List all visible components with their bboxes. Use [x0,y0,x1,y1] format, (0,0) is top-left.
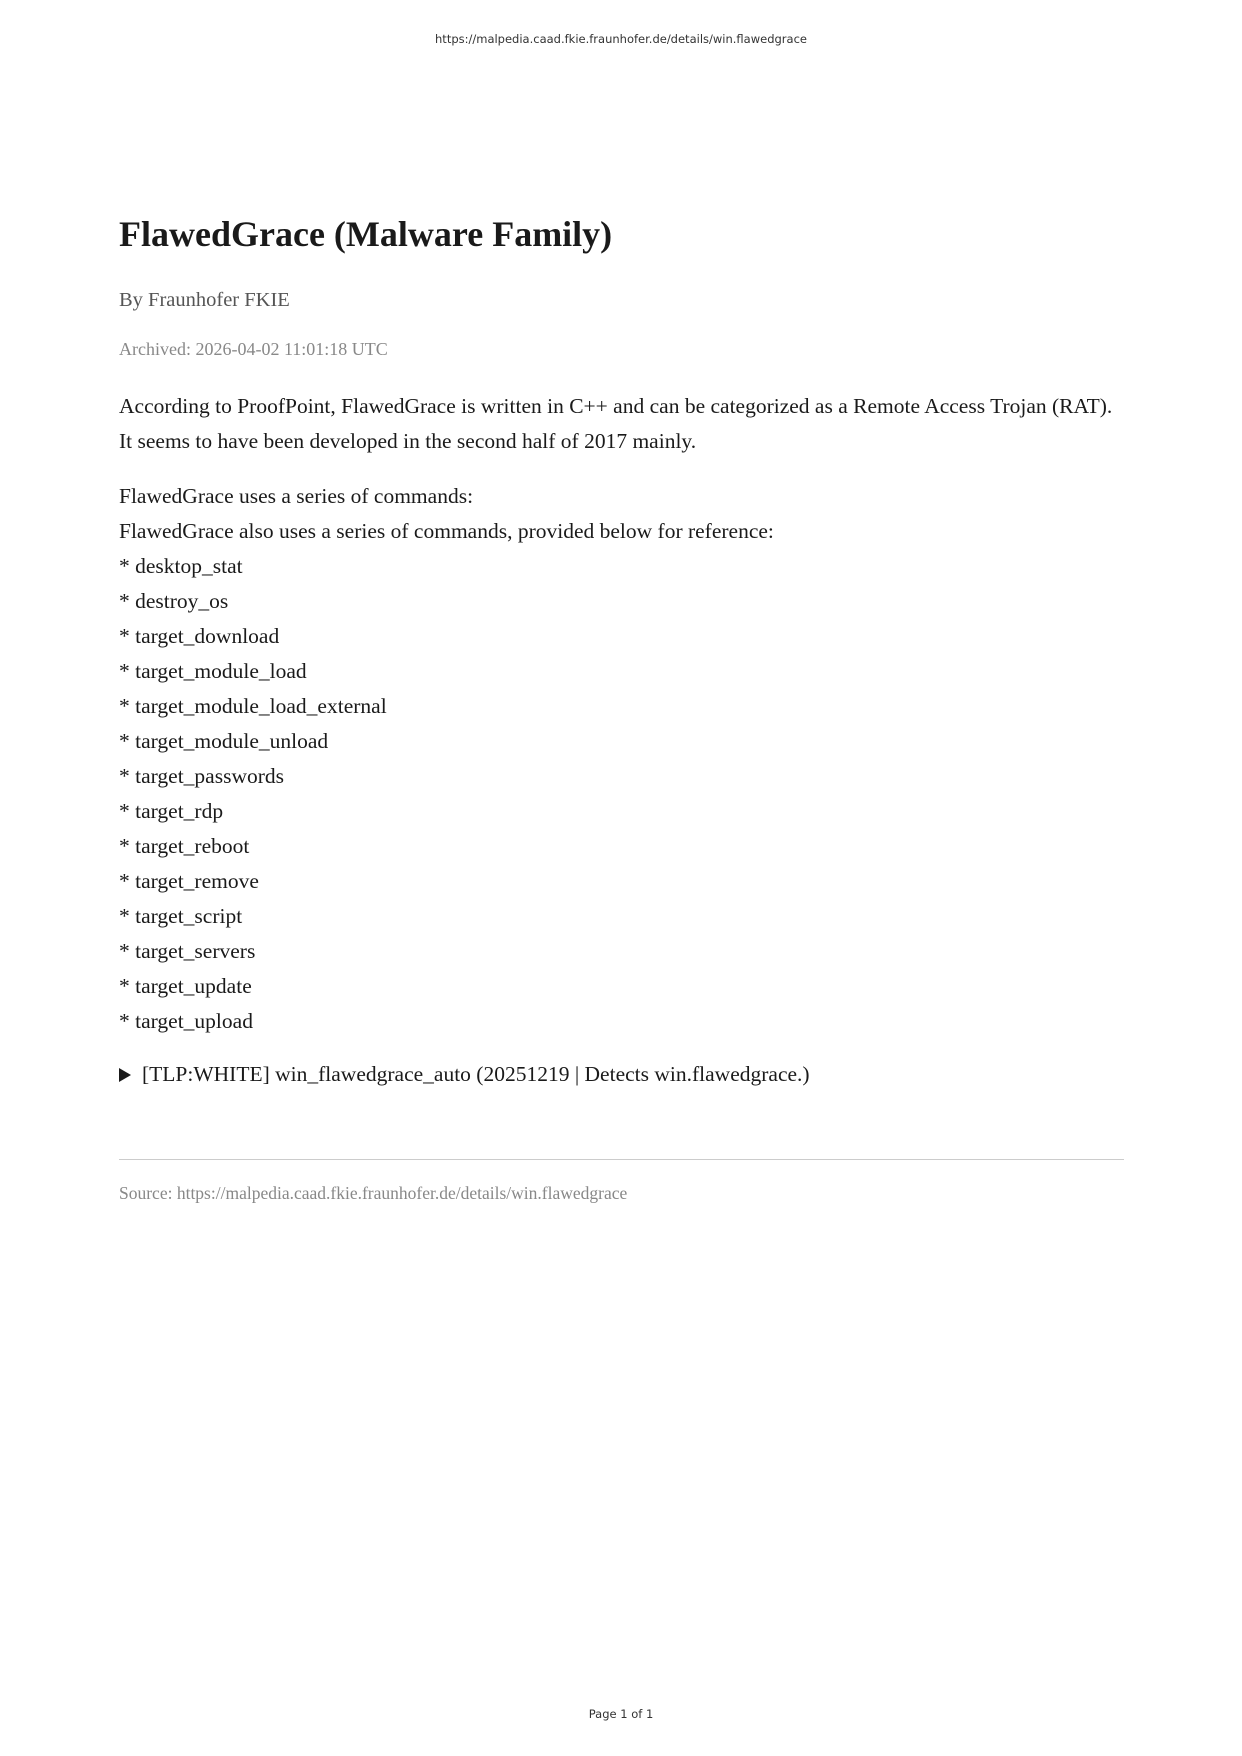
commands-section [119,479,1119,1039]
author-byline: By Fraunhofer FKIE [119,289,290,311]
command-item: * target_reboot [119,834,250,858]
command-item: * target_servers [119,939,256,963]
command-item: * target_passwords [119,764,285,788]
header-url-link[interactable]: https://malpedia.caad.fkie.fraunhofer.de/details/win.flawedgrace [435,32,807,46]
yara-rule-disclosure[interactable] [119,1062,810,1087]
description-paragraph: According to ProofPoint, FlawedGrace is written in C++ and can be categorized as a Remote Access Trojan (RAT). It seems to have been developed in the second half of 2017 mainly. [119,394,1113,453]
command-item: * target_module_unload [119,729,329,753]
archived-timestamp: Archived: 2026-04-02 11:01:18 UTC [119,339,388,359]
command-item: * target_upload [119,1009,253,1033]
divider [119,1159,1124,1160]
command-item: * target_module_load_external [119,694,387,718]
command-item: * target_script [119,904,243,928]
source-citation: Source: https://malpedia.caad.fkie.fraunhofer.de/details/win.flawedgrace [119,1183,628,1203]
yara-rule-label: [TLP:WHITE] win_flawedgrace_auto (20251219 | Detects win.flawedgrace.) [142,1062,810,1086]
command-item: * target_download [119,624,280,648]
command-item: * target_update [119,974,252,998]
command-item: * target_remove [119,869,259,893]
disclosure-triangle-icon[interactable] [119,1068,131,1082]
command-item: * target_rdp [119,799,224,823]
command-item: * desktop_stat [119,554,243,578]
commands-intro-reference: FlawedGrace also uses a series of commands, provided below for reference: [119,519,774,543]
page-title: FlawedGrace (Malware Family) [119,214,613,254]
command-item: * destroy_os [119,589,229,613]
command-item: * target_module_load [119,659,307,683]
commands-intro: FlawedGrace uses a series of commands: [119,484,474,508]
page-number: Page 1 of 1 [588,1707,654,1721]
